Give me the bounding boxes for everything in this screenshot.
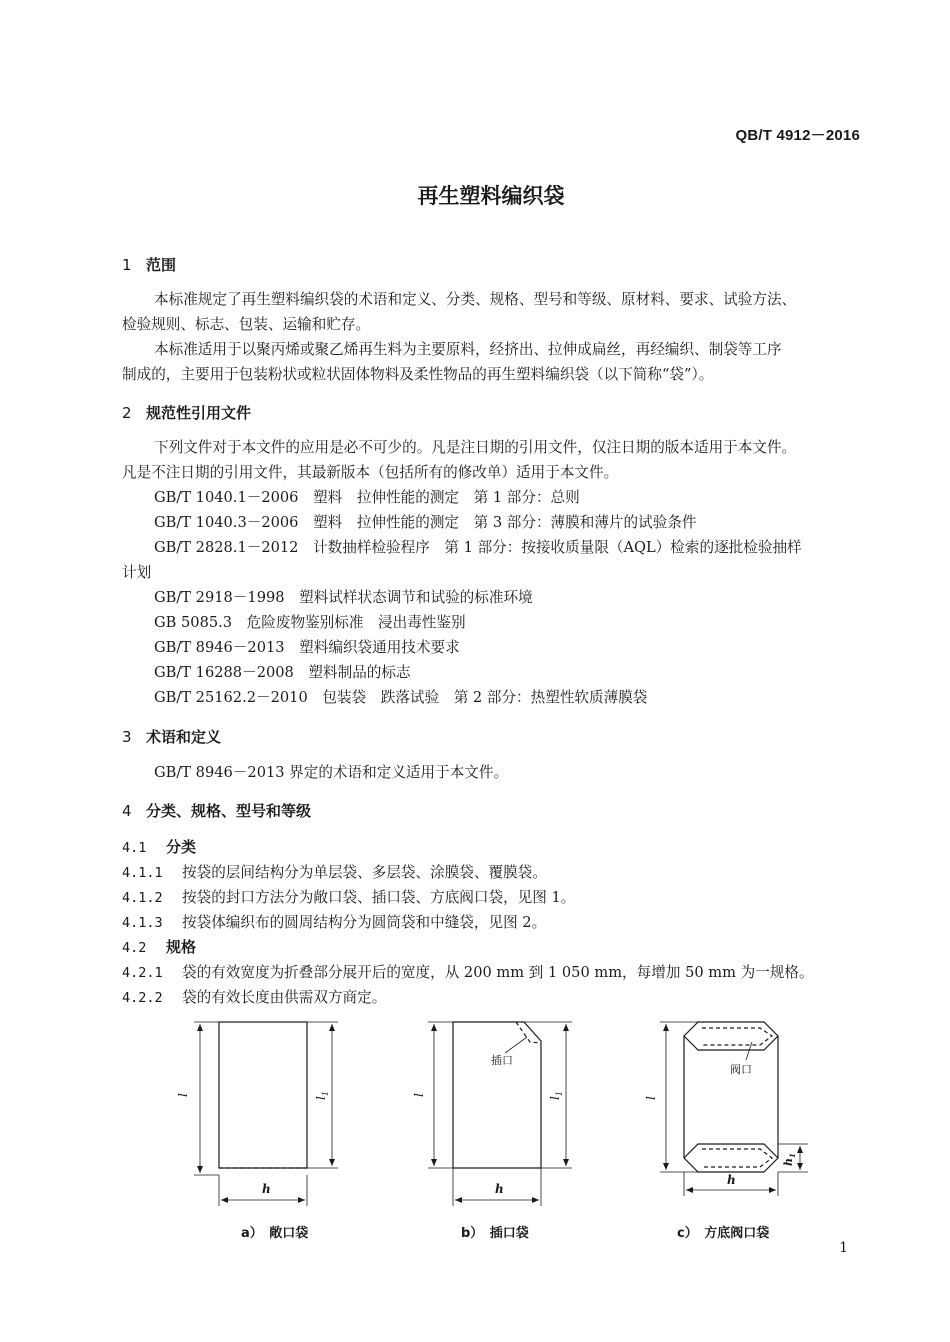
standard-number: QB/T 4912－2016 bbox=[735, 127, 860, 144]
bottom-valve-dashed bbox=[702, 1149, 772, 1167]
subsection-title: 分类 bbox=[166, 838, 197, 856]
paragraph-line: 凡是不注日期的引用文件，其最新版本（包括所有的修改单）适用于本文件。 bbox=[122, 464, 619, 481]
reference-item: GB/T 25162.2－2010 包装袋 跌落试验 第 2 部分：热塑性软质薄膜袋 bbox=[154, 689, 648, 706]
section-title: 术语和定义 bbox=[146, 728, 222, 746]
label-l: l bbox=[412, 1093, 426, 1097]
reference-item: GB/T 2918－1998 塑料试样状态调节和试验的标准环境 bbox=[154, 589, 533, 606]
label-l: l bbox=[176, 1093, 190, 1097]
section-number: 2 bbox=[122, 404, 132, 422]
top-valve-dashed bbox=[702, 1028, 772, 1045]
clause-text: 按袋的封口方法分为敞口袋、插口袋、方底阀口袋，见图 1。 bbox=[182, 889, 576, 906]
label-l1-main: l bbox=[314, 1096, 328, 1100]
paragraph-line: 制成的，主要用于包装粉状或粒状固体物料及柔性物品的再生塑料编织袋（以下简称“袋”）。 bbox=[122, 366, 714, 383]
bag-outline bbox=[453, 1022, 541, 1168]
label-h: h bbox=[262, 1182, 271, 1196]
clause-text: 按袋的层间结构分为单层袋、多层袋、涂膜袋、覆膜袋。 bbox=[182, 864, 547, 881]
reference-item: GB/T 8946－2013 塑料编织袋通用技术要求 bbox=[154, 639, 460, 656]
subsection-number: 4.1 bbox=[122, 840, 147, 856]
reference-item: GB 5085.3 危险废物鉴别标准 浸出毒性鉴别 bbox=[154, 614, 466, 631]
clause-text: 袋的有效宽度为折叠部分展开后的宽度，从 200 mm 到 1 050 mm，每增加 50 mm 为一规格。 bbox=[182, 964, 814, 981]
top-flap bbox=[684, 1036, 778, 1050]
label-h: h bbox=[727, 1173, 736, 1187]
label-insert: 插口 bbox=[491, 1054, 513, 1067]
section-number: 4 bbox=[122, 802, 132, 820]
label-l1-main: l bbox=[548, 1096, 562, 1100]
reference-item: GB/T 2828.1－2012 计数抽样检验程序 第 1 部分：按接收质量限（AQL）检索的逐批检验抽样 bbox=[154, 539, 802, 556]
bottom-flap bbox=[684, 1144, 778, 1158]
label-h1 bbox=[782, 1153, 797, 1166]
clause-number: 4.1.2 bbox=[122, 890, 163, 906]
diagram-valve-bag bbox=[660, 1022, 808, 1196]
caption-insert-mouth-bag: b） 插口袋 bbox=[461, 1226, 529, 1241]
bag-outline bbox=[219, 1022, 307, 1168]
page-number: 1 bbox=[839, 1240, 848, 1256]
label-h1-sub: 1 bbox=[788, 1153, 797, 1158]
section-number: 3 bbox=[122, 728, 132, 746]
section-title: 规范性引用文件 bbox=[146, 404, 252, 422]
subsection-title: 规格 bbox=[166, 938, 197, 956]
diagram-insert-mouth-bag bbox=[428, 1022, 572, 1206]
label-h1-main: h bbox=[782, 1158, 795, 1166]
reference-item: GB/T 16288－2008 塑料制品的标志 bbox=[154, 664, 411, 681]
section-3-body: GB/T 8946－2013 界定的术语和定义适用于本文件。 bbox=[154, 764, 509, 781]
subsection-number: 4.2 bbox=[122, 940, 147, 956]
section-title: 分类、规格、型号和等级 bbox=[146, 802, 312, 820]
insert-fold-dashed bbox=[516, 1022, 541, 1043]
clause-number: 4.1.1 bbox=[122, 865, 163, 881]
label-l1-sub: 1 bbox=[321, 1091, 330, 1097]
label-l: l bbox=[644, 1096, 658, 1100]
reference-item: GB/T 1040.3－2006 塑料 拉伸性能的测定 第 3 部分：薄膜和薄片的试验条件 bbox=[154, 514, 697, 531]
section-number: 1 bbox=[122, 256, 132, 274]
clause-text: 按袋体编织布的圆周结构分为圆筒袋和中缝袋，见图 2。 bbox=[182, 914, 547, 931]
clause-number: 4.1.3 bbox=[122, 915, 163, 931]
page-title: 再生塑料编织袋 bbox=[417, 184, 565, 208]
paragraph-line: 下列文件对于本文件的应用是必不可少的。凡是注日期的引用文件，仅注日期的版本适用于本文件。 bbox=[154, 439, 797, 456]
diagram-open-mouth-bag bbox=[194, 1022, 338, 1206]
clause-text: 袋的有效长度由供需双方商定。 bbox=[182, 989, 387, 1006]
label-valve: 阀口 bbox=[730, 1063, 752, 1076]
caption-valve-bag: c） 方底阀口袋 bbox=[677, 1226, 770, 1241]
reference-item-continuation: 计划 bbox=[122, 564, 152, 581]
label-l1 bbox=[314, 1091, 330, 1100]
caption-open-mouth-bag: a） 敞口袋 bbox=[241, 1226, 309, 1241]
reference-item: GB/T 1040.1－2006 塑料 拉伸性能的测定 第 1 部分：总则 bbox=[154, 489, 580, 506]
clause-number: 4.2.1 bbox=[122, 965, 163, 981]
paragraph-line: 检验规则、标志、包装、运输和贮存。 bbox=[122, 316, 371, 333]
paragraph-line: 本标准规定了再生塑料编织袋的术语和定义、分类、规格、型号和等级、原材料、要求、试验方法、 bbox=[154, 291, 797, 308]
insert-leader bbox=[505, 1037, 527, 1053]
section-title: 范围 bbox=[146, 256, 177, 274]
paragraph-line: 本标准适用于以聚丙烯或聚乙烯再生料为主要原料，经挤出、拉伸成扁丝，再经编织、制袋等工序 bbox=[154, 341, 782, 358]
label-h: h bbox=[495, 1182, 504, 1196]
clause-number: 4.2.2 bbox=[122, 990, 163, 1006]
label-l1 bbox=[548, 1091, 564, 1100]
label-l1-sub: 1 bbox=[555, 1091, 564, 1097]
